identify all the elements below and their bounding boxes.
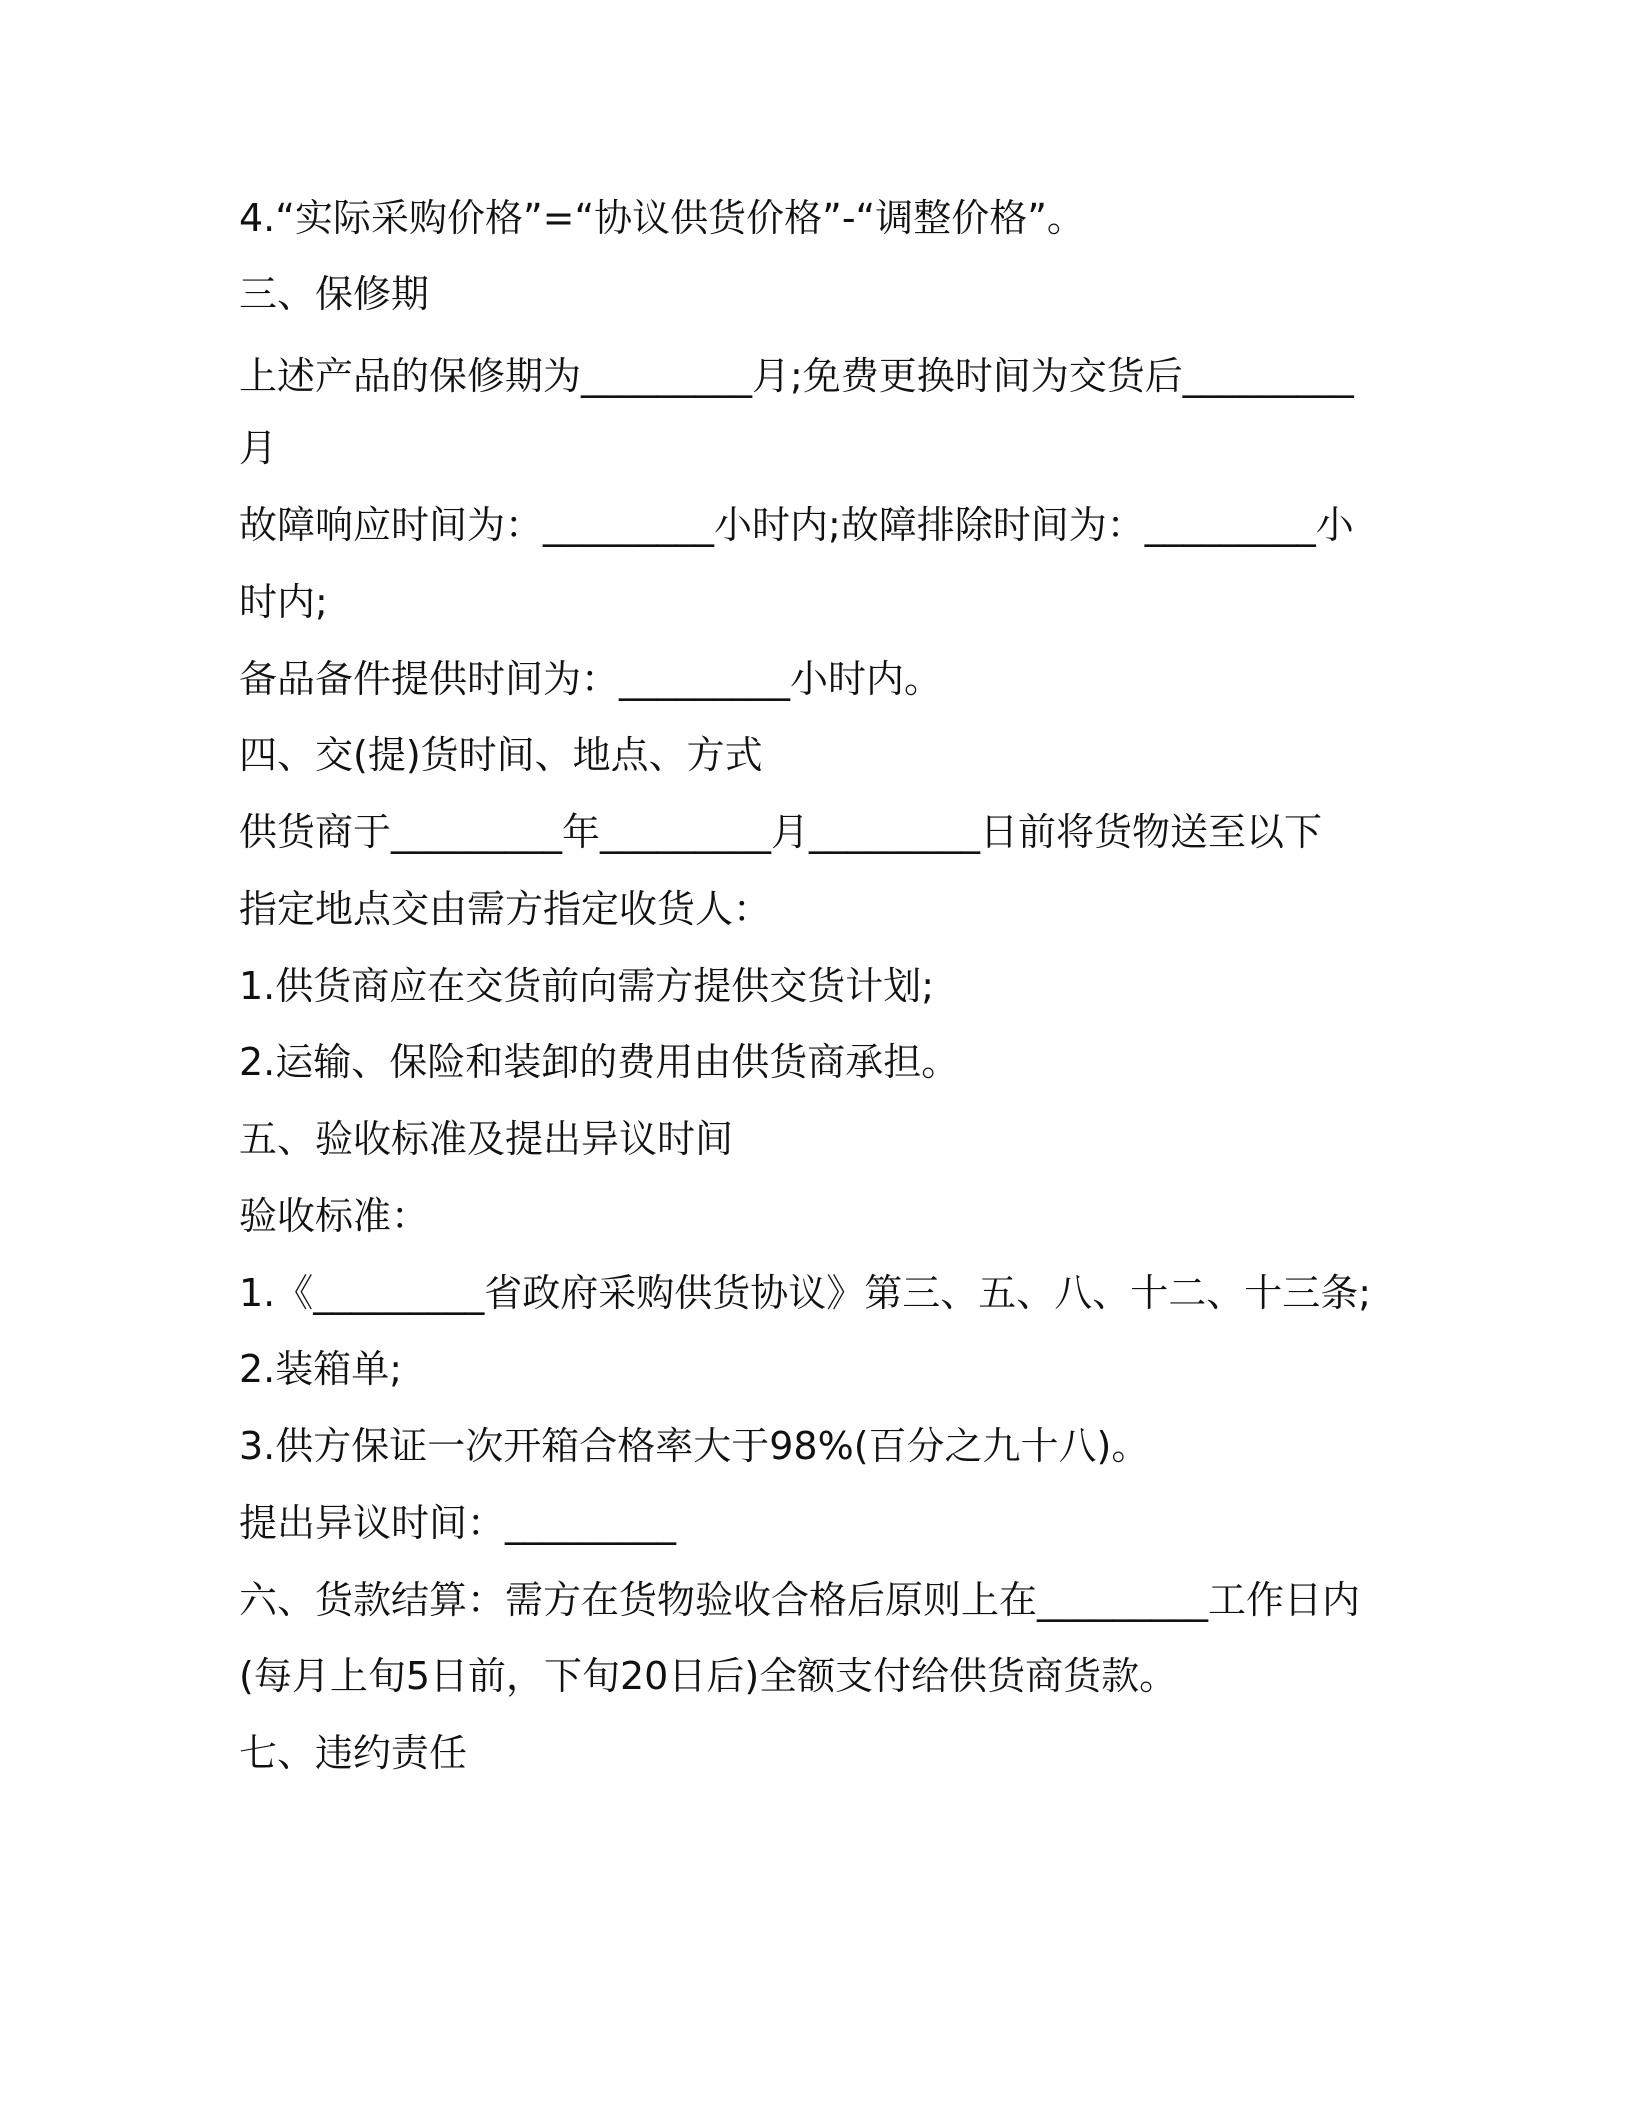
payment-settlement-line: 六、货款结算：需方在货物验收合格后原则上在_________工作日内 bbox=[239, 1578, 1361, 1622]
objection-time-line: 提出异议时间：_________ bbox=[239, 1501, 677, 1545]
fault-response-line-cont: 时内; bbox=[239, 580, 328, 624]
pricing-clause-4: 4.“实际采购价格”=“协议供货价格”-“调整价格”。 bbox=[239, 196, 1085, 240]
acceptance-item-2: 2.装箱单; bbox=[239, 1347, 403, 1391]
delivery-item-2: 2.运输、保险和装卸的费用由供货商承担。 bbox=[239, 1040, 960, 1084]
payment-settlement-line-cont: (每月上旬5日前，下旬20日后)全额支付给供货商货款。 bbox=[239, 1654, 1178, 1698]
section-heading-delivery: 四、交(提)货时间、地点、方式 bbox=[239, 733, 763, 777]
delivery-date-line: 供货商于_________年_________月_________日前将货物送至以下 bbox=[239, 810, 1323, 854]
section-heading-acceptance: 五、验收标准及提出异议时间 bbox=[239, 1117, 734, 1161]
fault-response-line: 故障响应时间为：_________小时内;故障排除时间为：_________小 bbox=[239, 503, 1354, 547]
delivery-date-line-cont: 指定地点交由需方指定收货人： bbox=[239, 887, 772, 931]
acceptance-standard-label: 验收标准： bbox=[239, 1194, 430, 1238]
spare-parts-line: 备品备件提供时间为：_________小时内。 bbox=[239, 657, 943, 701]
acceptance-item-1: 1.《_________省政府采购供货协议》第三、五、八、十二、十三条; bbox=[239, 1271, 1372, 1315]
warranty-period-line-cont: 月 bbox=[239, 426, 278, 470]
acceptance-item-3: 3.供方保证一次开箱合格率大于98%(百分之九十八)。 bbox=[239, 1424, 1150, 1468]
warranty-period-line: 上述产品的保修期为_________月;免费更换时间为交货后_________ bbox=[239, 354, 1354, 398]
delivery-item-1: 1.供货商应在交货前向需方提供交货计划; bbox=[239, 964, 935, 1008]
section-heading-liability: 七、违约责任 bbox=[239, 1731, 468, 1775]
section-heading-warranty: 三、保修期 bbox=[239, 272, 430, 316]
